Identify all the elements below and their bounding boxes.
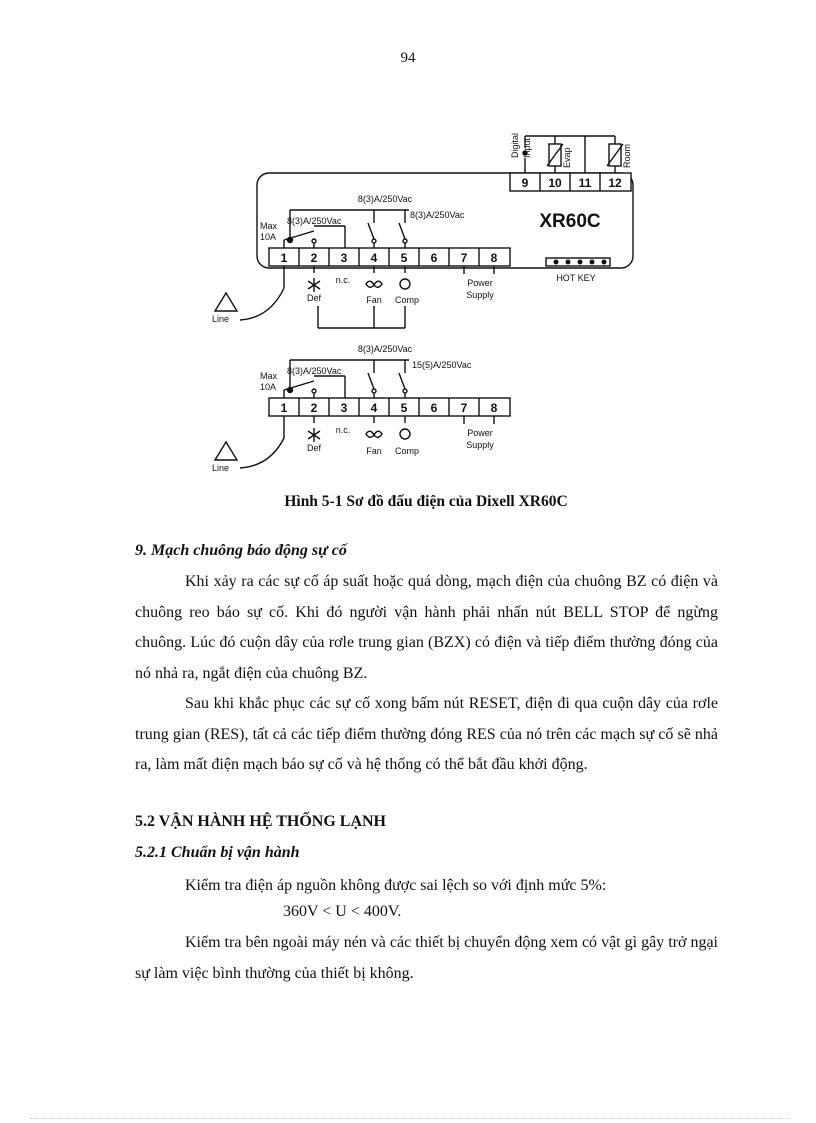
supply-label-lower: Supply bbox=[466, 440, 494, 450]
warning-icon bbox=[215, 293, 237, 311]
terminal-8: 8 bbox=[490, 251, 498, 265]
digital-input-label: Digital bbox=[510, 132, 520, 158]
rating-comp-label-lower: 8(3)A/250Vac bbox=[357, 344, 413, 354]
warning-icon-2 bbox=[215, 442, 237, 460]
paragraph-voltage-check: Kiểm tra điện áp nguồn không được sai lệch so với định mức 5%: bbox=[185, 877, 607, 894]
rating-def-label: 8(3)A/250Vac bbox=[287, 216, 342, 226]
wiring-diagram bbox=[200, 128, 640, 478]
hot-key-label: HOT KEY bbox=[556, 273, 596, 283]
terminal-8-lower: 8 bbox=[490, 401, 498, 415]
max-label-2: 10A bbox=[260, 232, 277, 242]
rating-comp-label-2: 8(3)A/250Vac bbox=[410, 210, 465, 220]
terminal-5-lower: 5 bbox=[400, 401, 408, 415]
terminal-7-lower: 7 bbox=[460, 401, 468, 415]
line-label-lower: Line bbox=[212, 463, 230, 473]
power-label-lower: Power bbox=[467, 428, 493, 438]
model-label: XR60C bbox=[539, 211, 601, 232]
terminal-3: 3 bbox=[340, 251, 348, 265]
evap-label: Evap bbox=[562, 147, 572, 168]
fan-icon-2 bbox=[366, 431, 382, 437]
heading-section-5-2: 5.2 VẬN HÀNH HỆ THỐNG LẠNH bbox=[135, 813, 386, 830]
compressor-icon bbox=[400, 279, 410, 289]
comp-label: Comp bbox=[394, 295, 420, 305]
nc-label-lower: n.c. bbox=[335, 425, 351, 435]
terminal-4: 4 bbox=[370, 251, 378, 265]
page-border bbox=[30, 1118, 790, 1119]
terminal-10: 10 bbox=[548, 176, 562, 190]
paragraph-bell-2: Sau khi khắc phục các sự cố xong bấm nút RESET, điện đi qua cuộn dây của rơle trung gian (RES), tất cả các tiếp điểm thường đóng RES của nó trên các mạch sự cố sẽ nhả ra, làm mất điện mạch báo sự cố và hệ thống có thể bắt đầu khởi động. bbox=[135, 695, 718, 774]
heading-section-9: 9. Mạch chuông báo động sự cố bbox=[135, 542, 347, 559]
terminal-7: 7 bbox=[460, 251, 468, 265]
rating-def-label-lower: 8(3)A/250Vac bbox=[287, 366, 342, 376]
terminal-12: 12 bbox=[608, 176, 622, 190]
line-label: Line bbox=[212, 314, 230, 324]
fan-icon bbox=[366, 281, 382, 287]
heading-section-5-2-1: 5.2.1 Chuẩn bị vận hành bbox=[135, 844, 300, 861]
terminal-9: 9 bbox=[521, 176, 529, 190]
defrost-icon-2 bbox=[308, 428, 320, 442]
terminal-1: 1 bbox=[280, 251, 288, 265]
rating-comp-label: 8(3)A/250Vac bbox=[357, 194, 413, 204]
power-label: Power bbox=[467, 278, 493, 288]
terminal-5: 5 bbox=[400, 251, 408, 265]
max-label: Max bbox=[260, 221, 278, 231]
terminal-11: 11 bbox=[578, 176, 592, 190]
comp-label-lower: Comp bbox=[394, 446, 420, 456]
compressor-icon-2 bbox=[400, 429, 410, 439]
page-number: 94 bbox=[400, 50, 416, 66]
figure-caption: Hình 5-1 Sơ đồ đấu điện của Dixell XR60C bbox=[284, 493, 568, 510]
paragraph-compressor-check: Kiểm tra bên ngoài máy nén và các thiết bị chuyển động xem có vật gì gây trở ngại sự làm việc bình thường của thiết bị không. bbox=[135, 934, 718, 982]
terminal-6: 6 bbox=[430, 251, 438, 265]
defrost-icon bbox=[308, 278, 320, 292]
terminal-6-lower: 6 bbox=[430, 401, 438, 415]
voltage-formula: 360V < U < 400V. bbox=[283, 903, 402, 920]
fan-label-lower: Fan bbox=[366, 446, 382, 456]
digital-input-label-2: Input bbox=[522, 137, 532, 158]
max-label-lower-2: 10A bbox=[260, 382, 277, 392]
room-label: Room bbox=[622, 143, 632, 168]
terminal-2: 2 bbox=[310, 251, 318, 265]
def-label-lower: Def bbox=[306, 443, 322, 453]
terminal-2-lower: 2 bbox=[310, 401, 318, 415]
fan-label: Fan bbox=[366, 295, 382, 305]
terminal-1-lower: 1 bbox=[280, 401, 288, 415]
def-label: Def bbox=[306, 293, 322, 303]
paragraph-bell-1: Khi xảy ra các sự cố áp suất hoặc quá dòng, mạch điện của chuông BZ có điện và chuông reo báo sự cố. Khi đó người vận hành phải nhấn nút BELL STOP để ngừng chuông. Lúc đó cuộn dây của rơle trung gian (BZX) có điện và tiếp điểm thường đóng của nó nhả ra, ngắt điện của chuông BZ. bbox=[135, 573, 718, 682]
nc-label: n.c. bbox=[335, 275, 351, 285]
supply-label: Supply bbox=[466, 290, 494, 300]
terminal-3-lower: 3 bbox=[340, 401, 348, 415]
terminal-4-lower: 4 bbox=[370, 401, 378, 415]
max-label-lower: Max bbox=[260, 371, 278, 381]
rating-15a-label: 15(5)A/250Vac bbox=[412, 360, 472, 370]
